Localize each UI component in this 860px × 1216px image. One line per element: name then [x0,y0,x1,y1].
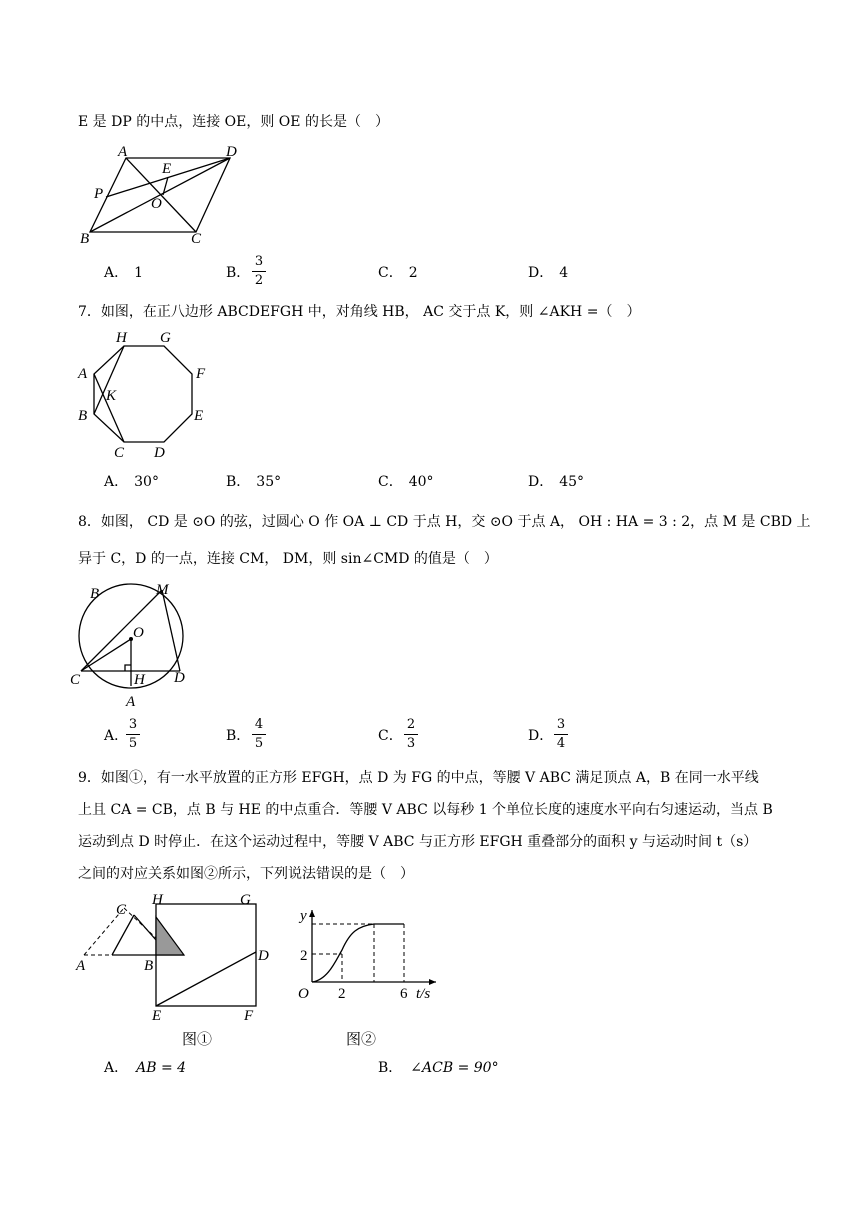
q6-option-b: B． [226,265,251,281]
q9-fig1-label-d: D [258,948,269,964]
q8-option-d-fraction: 3 4 [554,718,568,751]
q9-fig1-label-a: A [76,958,86,974]
q9-fig1-label-f: F [244,1008,254,1024]
q8-option-b-fraction: 4 5 [252,718,266,751]
q7-label-g: G [160,330,171,346]
q7-label-b: B [78,408,88,424]
q7-label-f: F [196,366,206,382]
q8-option-c-fraction: 2 3 [404,718,418,751]
q6-option-a: A． 1 [104,265,144,281]
q8-label-c: C [70,672,81,688]
q8-option-a: A． [104,728,129,744]
q8-stem-line1: 8．如图， CD 是 ⊙O 的弦，过圆心 O 作 OA ⊥ CD 于点 H，交 ⊙O 于点 A， OH : HA = 3 : 2，点 M 是 CBD 上 [78,514,811,530]
q6-label-d: D [226,144,237,160]
q8-label-h: H [134,672,145,688]
q9-stem-line4: 之间的对应关系如图②所示，下列说法错误的是（ ） [78,866,414,882]
q9-fig1-label-b: B [144,958,154,974]
q9-fig2-label-ts: t/s [416,986,431,1002]
q7-label-d: D [154,445,165,461]
q8-label-m: M [156,582,169,598]
q9-option-b: B． ∠ACB = 90° [378,1060,499,1076]
q8-option-d: D． [528,728,554,744]
q9-fig2-label-2x: 2 [338,986,346,1002]
q8-label-o: O [133,625,144,641]
q9-figure1-caption: 图① [182,1030,213,1048]
q6-stem-tail: E 是 DP 的中点，连接 OE，则 OE 的长是（ ） [78,114,389,130]
q6-option-b-fraction: 3 2 [252,255,266,288]
q9-stem-line1: 9．如图①，有一水平放置的正方形 EFGH，点 D 为 FG 的中点，等腰 V ABC 满足顶点 A，B 在同一水平线 [78,770,759,786]
q6-option-c: C． 2 [378,265,418,281]
q9-figure2-caption: 图② [346,1030,377,1048]
q6-parallelogram-figure [70,140,270,250]
q7-label-e: E [194,408,204,424]
q6-label-p: P [94,186,104,202]
q7-option-d: D． 45° [528,474,585,490]
q9-fig1-label-h: H [152,892,163,908]
q7-label-c: C [114,445,125,461]
q7-label-h: H [116,330,127,346]
q7-option-c: C． 40° [378,474,434,490]
q9-fig2-label-2y: 2 [300,948,308,964]
q9-stem-line3: 运动到点 D 时停止．在这个运动过程中，等腰 V ABC 与正方形 EFGH 重叠部分的面积 y 与运动时间 t（s） [78,834,758,850]
q7-stem: 7．如图，在正八边形 ABCDEFGH 中，对角线 HB， AC 交于点 K，则 ∠AKH =（ ） [78,304,641,320]
q6-label-a: A [118,144,128,160]
q6-label-o: O [151,196,162,212]
q9-stem-line2: 上且 CA = CB，点 B 与 HE 的中点重合．等腰 V ABC 以每秒 1 个单位长度的速度水平向右匀速运动，当点 B [78,802,773,818]
q9-fig2-label-6: 6 [400,986,408,1002]
q7-option-b: B． 35° [226,474,282,490]
q6-option-d: D． 4 [528,265,569,281]
q9-fig2-label-o: O [298,986,309,1002]
q8-option-c: C． [378,728,403,744]
q8-option-b: B． [226,728,251,744]
q8-circle-figure [70,580,206,710]
q9-figure2-graph [298,902,448,1022]
q6-label-e: E [162,161,172,177]
q6-label-b: B [80,231,90,247]
q7-label-k: K [106,388,117,404]
q6-label-c: C [191,231,202,247]
q9-figure1 [76,890,276,1024]
q8-option-a-fraction: 3 5 [126,718,140,751]
q7-option-a: A． 30° [104,474,159,490]
q8-label-a: A [126,694,136,710]
q8-label-b: B [90,586,100,602]
q9-option-a: A． AB = 4 [104,1060,187,1076]
q7-label-a: A [78,366,88,382]
q7-octagon-figure [76,330,226,460]
q9-fig1-label-c: C [116,902,127,918]
q8-label-d: D [174,670,185,686]
q9-fig2-label-y: y [300,908,307,924]
q9-fig1-label-g: G [240,892,251,908]
q9-fig1-label-e: E [152,1008,162,1024]
q8-stem-line2: 异于 C，D 的一点，连接 CM， DM，则 sin∠CMD 的值是（ ） [78,551,498,567]
